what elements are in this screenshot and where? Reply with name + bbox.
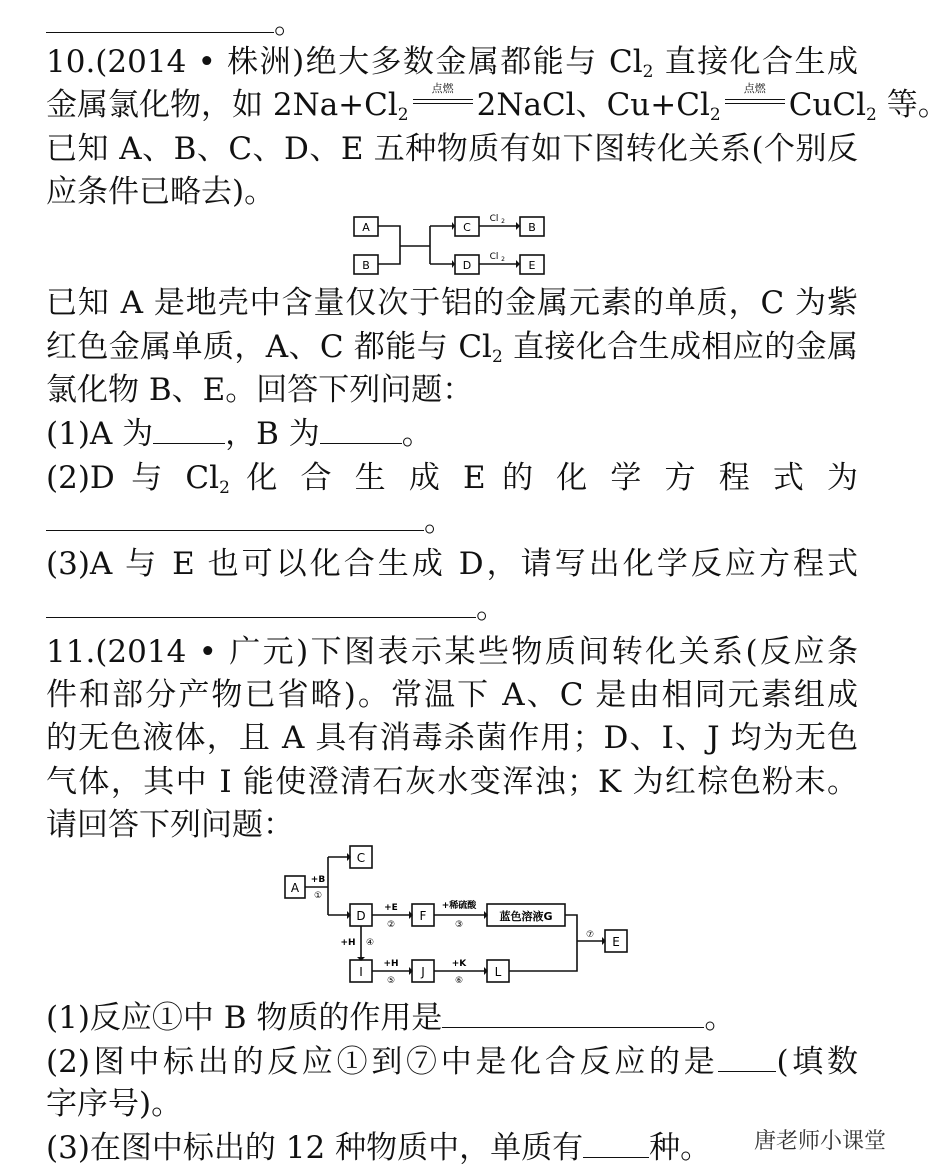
q11-question-1: (1)反应①中 B 物质的作用是 。 bbox=[46, 997, 735, 1038]
label-reaction-7: ⑦ bbox=[585, 930, 595, 940]
prev-answer-line: 。 bbox=[46, 2, 305, 43]
q11-line-4: 气体，其中 I 能使澄清石灰水变浑浊；K 为红棕色粉末。 bbox=[46, 764, 858, 800]
node-d: D bbox=[462, 259, 472, 272]
label-reaction-5: ⑤ bbox=[386, 976, 396, 986]
q10-question-3-answer: 。 bbox=[46, 587, 507, 628]
q10-question-2-answer: 。 bbox=[46, 500, 455, 541]
q10-question-3: (3)A 与 E 也可以化合生成 D，请写出化学反应方程式 bbox=[46, 546, 858, 582]
q11-question-3: (3)在图中标出的 12 种物质中，单质有 种。 bbox=[46, 1127, 711, 1168]
ignite-condition-sign: 点燃 bbox=[409, 85, 477, 115]
label-reaction-6: ⑥ bbox=[454, 976, 464, 986]
label-plus-e: +E bbox=[384, 903, 398, 913]
q11-question-2-cont: 字序号)。 bbox=[46, 1086, 183, 1122]
q10-question-2: (2)D 与 $Cl_2$ 化 合 生 成 E 的 化 学 方 程 式 为 bbox=[46, 460, 858, 498]
label-reaction-2: ② bbox=[386, 920, 396, 930]
node-f: F bbox=[419, 909, 427, 923]
node-e: E bbox=[528, 259, 536, 272]
arrow-label-cl2-top: Cl bbox=[489, 214, 499, 224]
q10-reaction-diagram bbox=[340, 206, 560, 278]
node-l: L bbox=[494, 965, 502, 979]
q10-question-1: (1)A 为 ，B 为 。 bbox=[46, 413, 433, 454]
label-dilute-acid: +稀硫酸 bbox=[441, 901, 477, 911]
node-c: C bbox=[463, 221, 471, 234]
q11-line-5: 请回答下列问题： bbox=[46, 807, 294, 843]
q11-line-3: 的无色液体，且 A 具有消毒杀菌作用；D、I、J 均为无色 bbox=[46, 720, 858, 756]
q10-line-3: 已知 A、B、C、D、E 五种物质有如下图转化关系(个别反 bbox=[46, 131, 858, 167]
node-a: A bbox=[290, 881, 300, 895]
q10-line-7: 氯化物 B、E。回答下列问题： bbox=[46, 372, 474, 408]
q11-line-1: 11.(2014 • 广元)下图表示某些物质间转化关系(反应条 bbox=[46, 634, 858, 670]
q10-line-1: 10.(2014 • 株洲)绝大多数金属都能与 $Cl_2$ 直接化合生成 bbox=[46, 44, 858, 82]
node-b2: B bbox=[528, 221, 536, 234]
answer-blank-count bbox=[583, 1127, 649, 1158]
node-b: B bbox=[362, 259, 370, 272]
answer-blank-reactions bbox=[718, 1041, 776, 1072]
answer-blank-a bbox=[153, 413, 225, 444]
answer-blank-equation-2 bbox=[46, 587, 476, 618]
answer-blank-role bbox=[442, 997, 704, 1028]
arrow-label-cl2-bottom: Cl bbox=[489, 252, 499, 262]
answer-blank-b bbox=[320, 413, 402, 444]
node-g: 蓝色溶液G bbox=[499, 910, 553, 923]
q10-line-5: 已知 A 是地壳中含量仅次于铝的金属元素的单质，C 为紫 bbox=[46, 285, 858, 321]
node-a: A bbox=[362, 221, 370, 234]
q10-line-4: 应条件已略去)。 bbox=[46, 174, 276, 210]
label-plus-k: +K bbox=[451, 959, 467, 969]
svg-text:2: 2 bbox=[501, 218, 505, 225]
watermark-text: 唐老师小课堂 bbox=[753, 1129, 886, 1154]
ignite-condition-sign: 点燃 bbox=[721, 85, 789, 115]
label-plus-b: +B bbox=[310, 875, 326, 885]
node-e: E bbox=[612, 935, 620, 949]
label-reaction-1: ① bbox=[313, 891, 323, 901]
q10-line-6: 红色金属单质，A、C 都能与 $Cl_2$ 直接化合生成相应的金属 bbox=[46, 329, 858, 367]
answer-blank bbox=[46, 2, 274, 33]
q11-question-2: (2)图中标出的反应①到⑦中是化合反应的是 (填数 bbox=[46, 1041, 858, 1082]
q11-reaction-diagram bbox=[280, 842, 640, 992]
node-d: D bbox=[356, 909, 366, 923]
q11-line-2: 件和部分产物已省略)。常温下 A、C 是由相同元素组成 bbox=[46, 677, 858, 713]
label-plus-h: +H bbox=[340, 938, 356, 948]
answer-blank-equation bbox=[46, 500, 424, 531]
node-c: C bbox=[356, 851, 366, 865]
label-reaction-4: ④ bbox=[365, 938, 375, 948]
q10-line-2: 金属氯化物，如 $2Na+Cl_2$ 点燃 2NaCl、$Cu+Cl_2$ 点燃 CuCl$_2$ 等。 bbox=[46, 82, 949, 125]
node-i: I bbox=[359, 965, 363, 979]
node-j: J bbox=[421, 965, 425, 979]
label-plus-h-2: +H bbox=[383, 959, 399, 969]
label-reaction-3: ③ bbox=[454, 920, 464, 930]
svg-text:2: 2 bbox=[501, 256, 505, 263]
